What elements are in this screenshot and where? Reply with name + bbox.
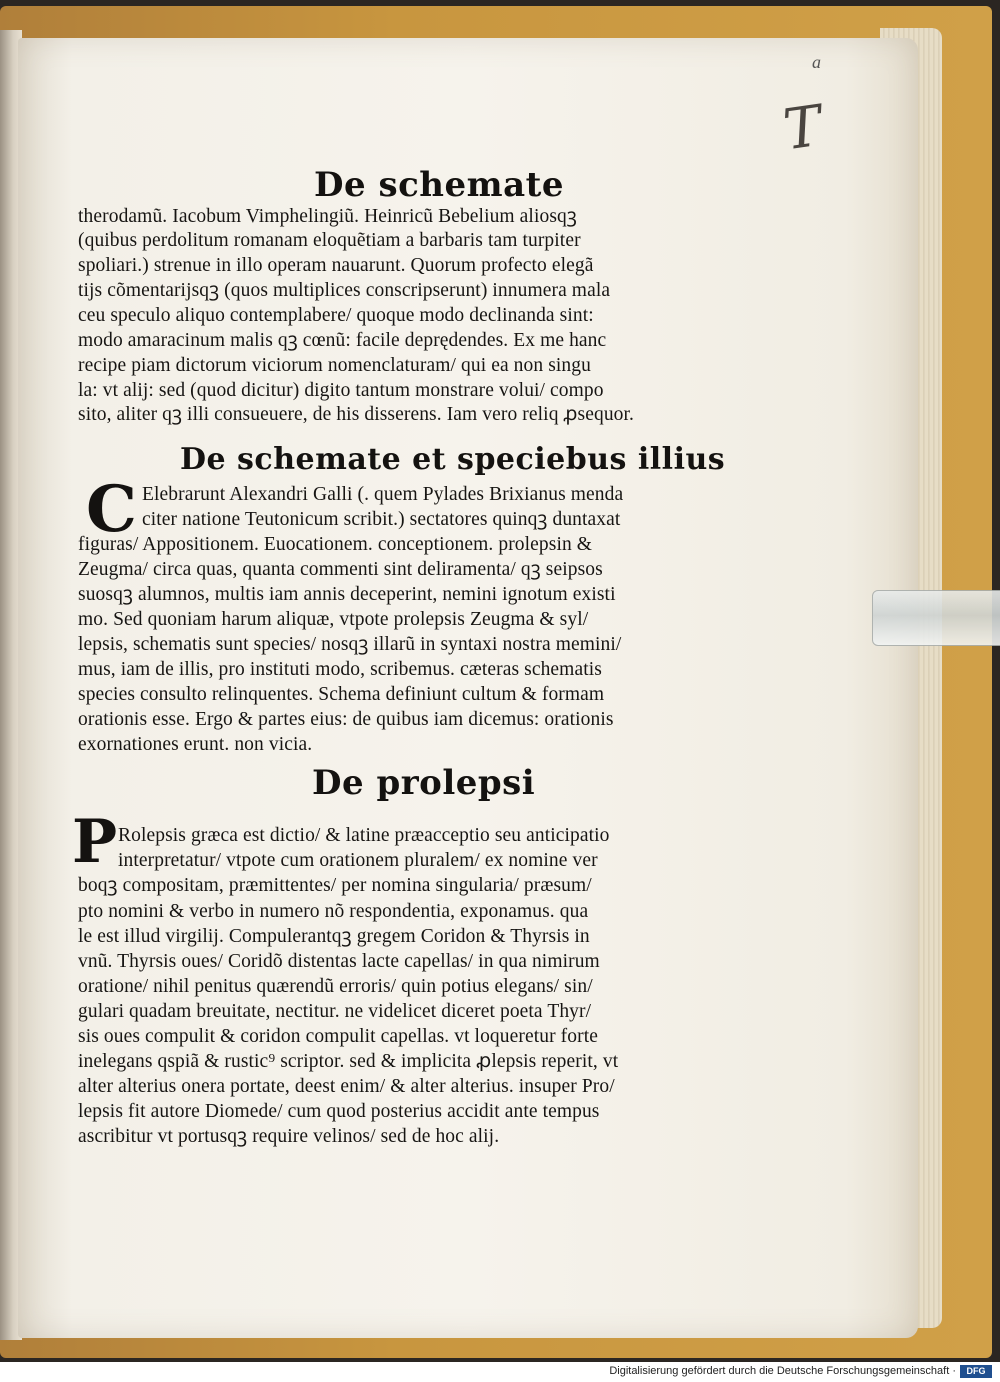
text-line: recipe piam dictorum viciorum nomenclaturam/ qui ea non singu [78,355,591,376]
heading-de-schemate: De schemate [314,165,564,205]
text-line: modo amaracinum malis qꝫ cœnũ: facile deprędendes. Ex me hanc [78,330,607,351]
text-line: oratione/ nihil penitus quærendũ erroris/ quin potius elegans/ sin/ [78,976,593,997]
handwritten-letter: T [779,93,826,164]
text-line: citer natione Teutonicum scribit.) sectatores quinqꝫ duntaxat [142,509,621,530]
text-line: therodamũ. Iacobum Vimphelingiũ. Heinricũ Bebelium aliosqꝫ [78,206,577,227]
text-line: mo. Sed quoniam harum aliquæ, vtpote prolepsis Zeugma & syl/ [78,609,589,630]
text-line: ascribitur vt portusqꝫ require velinos/ sed de hoc alij. [78,1126,500,1147]
text-line: spoliari.) strenue in illo operam nauarunt. Quorum profecto elegã [78,255,594,276]
text-line: sis oues compulit & coridon compulit capellas. vt loqueretur forte [78,1026,598,1047]
text-line: figuras/ Appositionem. Euocationem. conceptionem. prolepsin & [78,534,593,555]
text-line: inelegans qspiã & rustic⁹ scriptor. sed & implicita ꝓlepsis reperit, vt [78,1051,619,1072]
text-line: alter alterius onera portate, deest enim/ & alter alterius. insuper Pro/ [78,1076,615,1097]
text-line: le est illud virgilij. Compulerantqꝫ gregem Coridon & Thyrsis in [78,926,590,947]
text-line: la: vt alij: sed (quod dicitur) digito tantum monstrare volui/ compo [78,380,604,401]
text-line: boqꝫ compositam, præmittentes/ per nomina singularia/ præsum/ [78,875,592,896]
text-line: species consulto relinquentes. Schema definiunt cultum & formam [78,684,605,705]
text-line: suosqꝫ alumnos, multis iam annis deceperint, nemini ignotum existi [78,584,616,605]
text-line: sito, aliter qꝫ illi consueuere, de his disserens. Iam vero reliq ꝓsequor. [78,404,635,425]
text-line: (quibus perdolitum romanam eloquẽtiam a barbaris tam turpiter [78,230,581,251]
text-line: Zeugma/ circa quas, quanta commenti sint deliramenta/ qꝫ seipsos [78,559,603,580]
text-line: lepsis, schematis sunt species/ nosqꝫ illarũ in syntaxi nostra memini/ [78,634,622,655]
heading-de-schemate-et-speciebus: De schemate et speciebus illius [180,442,726,477]
text-line: lepsis fit autore Diomede/ cum quod posterius accidit ante tempus [78,1101,600,1122]
text-line: Elebrarunt Alexandri Galli (. quem Pylades Brixianus menda [142,484,624,505]
heading-de-prolepsi: De prolepsi [312,763,536,803]
text-line: Rolepsis græca est dictio/ & latine præacceptio seu anticipatio [118,825,610,846]
dfg-logo-icon: DFG [960,1365,992,1378]
drop-cap-initial: C [86,472,137,547]
text-line: mus, iam de illis, pro instituti modo, scribemus. cæteras schematis [78,659,602,680]
text-line: exornationes erunt. non vicia. [78,734,313,755]
digitization-footer [0,1362,1000,1382]
text-line: tijs cõmentarijsqꝫ (quos multiplices conscripserunt) innumera mala [78,280,611,301]
text-line: pto nomini & verbo in numero nõ respondentia, exponamus. qua [78,901,589,922]
footer-credit-text: Digitalisierung gefördert durch die Deutsche Forschungsgemeinschaft · [609,1365,956,1377]
corner-mark: a [812,52,821,72]
drop-cap-initial: P [72,807,118,877]
text-line: ceu speculo aliquo contemplabere/ quoque modo declinanda sint: [78,305,594,326]
text-line: vnũ. Thyrsis oues/ Coridõ distentas lacte capellas/ in qua nimirum [78,951,600,972]
text-line: interpretatur/ vtpote cum orationem pluralem/ ex nomine ver [118,850,598,871]
plastic-page-clip [872,590,1000,646]
text-line: orationis esse. Ergo & partes eius: de quibus iam dicemus: orationis [78,709,614,730]
text-line: gulari quadam breuitate, nectitur. ne videlicet diceret poeta Thyr/ [78,1001,592,1022]
